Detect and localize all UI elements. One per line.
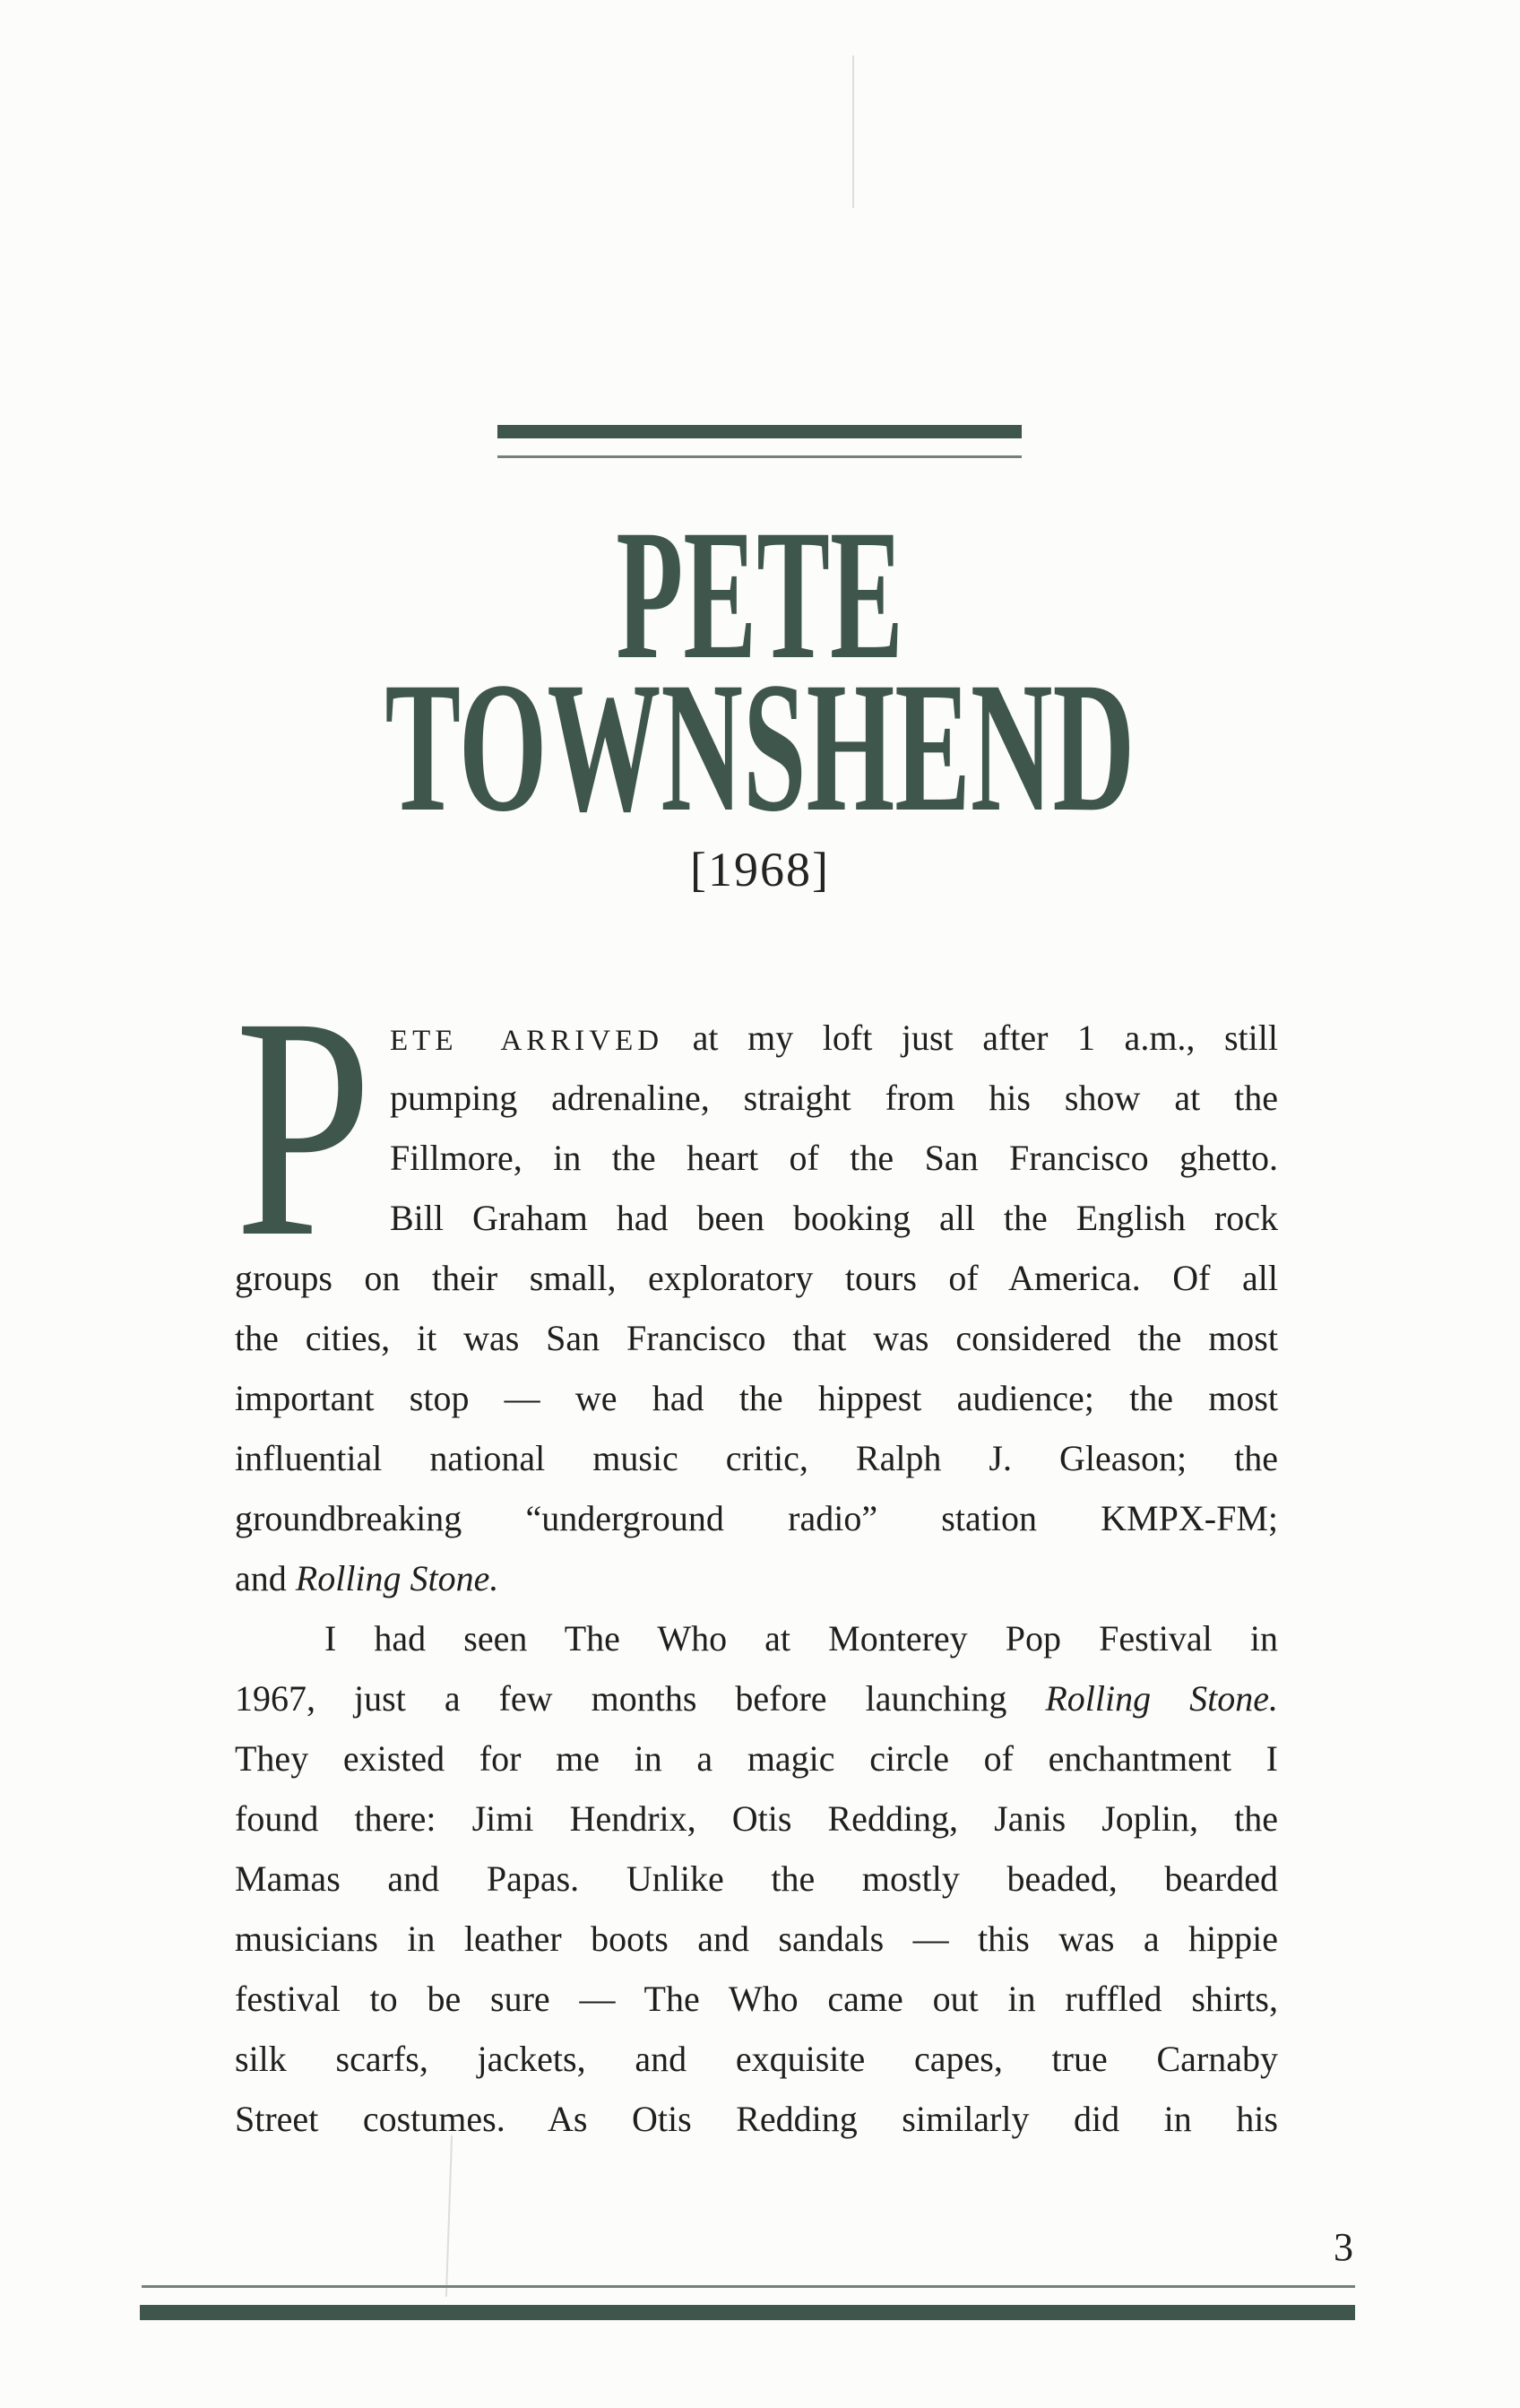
chapter-title-line2 <box>0 644 1520 850</box>
body-text-segment: important stop — we had the hippest audience; the most <box>235 1378 1278 1418</box>
body-line <box>235 1248 1278 1308</box>
header-rule-thin <box>497 455 1022 458</box>
opener-smallcaps: ETE ARRIVED <box>390 1025 664 1057</box>
body-text <box>235 1008 1278 2149</box>
body-text-segment: Street costumes. As Otis Redding similarly did in his <box>235 2099 1278 2139</box>
body-line <box>235 1849 1278 1909</box>
scan-artifact-bottom <box>445 2135 453 2297</box>
chapter-year: [1968] <box>690 843 830 897</box>
body-text-segment: Bill Graham had been booking all the English rock <box>390 1198 1278 1238</box>
body-text-segment: festival to be sure — The Who came out in ruffled shirts, <box>235 1979 1278 2019</box>
dropcap-letter: P <box>235 952 373 1303</box>
body-text-segment: silk scarfs, jackets, and exquisite capes, true Carnaby <box>235 2039 1278 2079</box>
body-text-segment: I had seen The Who at Monterey Pop Festival in <box>324 1618 1278 1659</box>
body-line <box>235 1608 1278 1668</box>
body-line <box>235 1789 1278 1849</box>
body-text-segment: 1967, just a few months before launching <box>235 1678 1046 1719</box>
body-line <box>235 1548 1278 1608</box>
body-line <box>235 1128 1278 1188</box>
body-line <box>235 1728 1278 1789</box>
body-text-segment: Fillmore, in the heart of the San Francisco ghetto. <box>390 1138 1278 1178</box>
italic-text: Rolling Stone. <box>1045 1678 1279 1719</box>
body-text-segment: influential national music critic, Ralph J. Gleason; the <box>235 1438 1278 1478</box>
body-text-segment: and <box>235 1558 296 1598</box>
footer-rule-thin <box>142 2285 1355 2288</box>
body-text-segment: groundbreaking “underground radio” station KMPX-FM; <box>235 1498 1278 1538</box>
footer-rule-thick <box>140 2305 1355 2320</box>
body-text-segment: Mamas and Papas. Unlike the mostly beaded, bearded <box>235 1858 1278 1899</box>
scan-artifact-top <box>852 56 854 208</box>
body-line <box>235 1008 1278 1068</box>
chapter-title-line1-text: PETE <box>616 491 904 697</box>
body-line <box>235 1368 1278 1428</box>
body-line <box>235 1969 1278 2029</box>
body-line <box>235 1488 1278 1548</box>
body-line <box>235 1188 1278 1248</box>
body-text-segment: groups on their small, exploratory tours of America. Of all <box>235 1258 1278 1298</box>
italic-text: Rolling Stone. <box>295 1558 499 1598</box>
body-text-segment: They existed for me in a magic circle of enchantment I <box>235 1738 1278 1779</box>
body-line <box>235 1909 1278 1969</box>
body-text-segment: pumping adrenaline, straight from his show at the <box>390 1078 1278 1118</box>
body-line <box>235 1308 1278 1368</box>
body-text-segment: the cities, it was San Francisco that was considered the most <box>235 1318 1278 1358</box>
body-text-segment: musicians in leather boots and sandals — this was a hippie <box>235 1919 1278 1959</box>
header-rule-thick <box>497 425 1022 438</box>
chapter-title-line2-text: TOWNSHEND <box>384 644 1136 850</box>
body-line <box>235 2089 1278 2149</box>
body-line <box>235 1668 1278 1728</box>
body-text-segment: found there: Jimi Hendrix, Otis Redding, Janis Joplin, the <box>235 1798 1278 1839</box>
body-line <box>235 2029 1278 2089</box>
body-text-segment: at my loft just after 1 a.m., still <box>663 1018 1278 1058</box>
body-line <box>235 1428 1278 1488</box>
body-line <box>235 1068 1278 1128</box>
page-number: 3 <box>1334 2225 1353 2269</box>
